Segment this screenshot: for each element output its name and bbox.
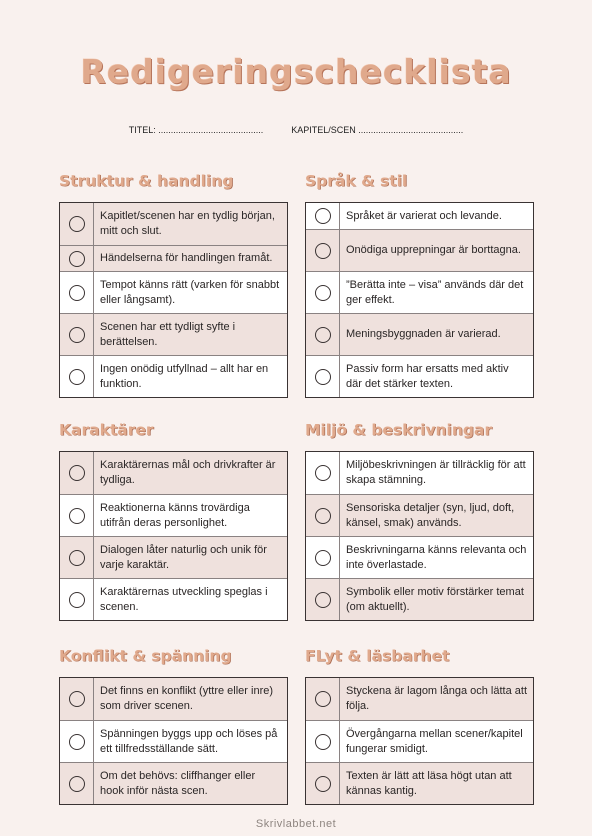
checklist-item-text: Det finns en konflikt (yttre eller inre) som driver scenen. xyxy=(100,685,274,712)
checkbox-circle-icon[interactable] xyxy=(315,691,331,707)
checkbox-circle-icon[interactable] xyxy=(315,734,331,750)
checklist-row[interactable] xyxy=(306,355,533,397)
checkbox-circle-icon[interactable] xyxy=(69,369,85,385)
checklist-row[interactable] xyxy=(60,762,287,804)
checklist-row[interactable] xyxy=(60,720,287,762)
section-heading: Struktur & handling xyxy=(59,172,234,190)
checklist-row[interactable] xyxy=(60,355,287,397)
checklist-item-text: Händelserna för handlingen framåt. xyxy=(100,252,273,264)
checkbox-circle-icon[interactable] xyxy=(69,734,85,750)
checklist-row[interactable] xyxy=(60,313,287,355)
checklist xyxy=(59,202,288,398)
checkbox-circle-icon[interactable] xyxy=(315,508,331,524)
checklist xyxy=(305,202,534,398)
checkbox-circle-icon[interactable] xyxy=(69,327,85,343)
checkbox-circle-icon[interactable] xyxy=(69,508,85,524)
checklist-item-text: Miljöbeskrivningen är tillräcklig för att skapa stämning. xyxy=(346,459,526,486)
checklist-item-text: Om det behövs: cliffhanger eller hook inför nästa scen. xyxy=(100,769,256,797)
checklist-item-text: Styckena är lagom långa och lätta att följa. xyxy=(346,685,527,712)
checkbox-circle-icon[interactable] xyxy=(69,251,85,267)
checklist-item-text: Ingen onödig utfyllnad – allt har en funktion. xyxy=(100,362,269,390)
checklist-item-text: Beskrivningarna känns relevanta och inte överlastade. xyxy=(346,543,527,571)
checklist-row[interactable] xyxy=(60,452,287,494)
section-heading: Konflikt & spänning xyxy=(59,647,232,665)
checklist-item-text: Karaktärernas mål och drivkrafter är tydliga. xyxy=(100,459,276,486)
checklist-item-text: Tempot känns rätt (varken för snabbt eller långsamt). xyxy=(100,278,280,306)
checklist-item-text: Dialogen låter naturlig och unik för varje karaktär. xyxy=(100,543,267,571)
checklist-item-text: ”Berätta inte – visa” används där det ger effekt. xyxy=(346,278,524,306)
checkbox-circle-icon[interactable] xyxy=(315,243,331,259)
checkbox-circle-icon[interactable] xyxy=(315,465,331,481)
section-heading: Karaktärer xyxy=(59,421,154,439)
page-title: Redigeringschecklista xyxy=(80,52,512,91)
checklist-row[interactable] xyxy=(306,203,533,229)
section-flyt xyxy=(305,647,534,805)
checklist-row[interactable] xyxy=(60,678,287,720)
checklist-row[interactable] xyxy=(306,720,533,762)
checklist xyxy=(305,451,534,621)
checkbox-circle-icon[interactable] xyxy=(315,208,331,224)
checklist-row[interactable] xyxy=(60,271,287,313)
checkbox-circle-icon[interactable] xyxy=(69,216,85,232)
section-konflikt xyxy=(59,647,288,805)
chapter-field: KAPITEL/SCEN .......................................... xyxy=(291,125,464,135)
checkbox-circle-icon[interactable] xyxy=(69,550,85,566)
footer-site: Skrivlabbet.net xyxy=(255,818,337,830)
section-sprak xyxy=(305,172,534,398)
checkbox-circle-icon[interactable] xyxy=(69,776,85,792)
checklist-item-text: Språket är varierat och levande. xyxy=(346,209,502,222)
checkbox-circle-icon[interactable] xyxy=(69,285,85,301)
section-karaktarer xyxy=(59,421,288,621)
checklist-item-text: Symbolik eller motiv förstärker temat (om aktuellt). xyxy=(346,585,524,613)
checklist-item-text: Kapitlet/scenen har en tydlig början, mitt och slut. xyxy=(100,210,275,237)
checklist-row[interactable] xyxy=(60,578,287,620)
checklist-row[interactable] xyxy=(306,494,533,536)
checklist-item-text: Onödiga upprepningar är borttagna. xyxy=(346,244,521,256)
section-heading: Miljö & beskrivningar xyxy=(305,421,493,439)
checklist-row[interactable] xyxy=(60,203,287,245)
checkbox-circle-icon[interactable] xyxy=(315,776,331,792)
checklist-row[interactable] xyxy=(306,313,533,355)
checklist-row[interactable] xyxy=(306,271,533,313)
checkbox-circle-icon[interactable] xyxy=(315,592,331,608)
checklist-item-text: Sensoriska detaljer (syn, ljud, doft, känsel, smak) används. xyxy=(346,501,515,529)
title-field: TITEL: .......................................... xyxy=(128,125,264,135)
checklist-row[interactable] xyxy=(306,762,533,804)
checklist-row[interactable] xyxy=(306,452,533,494)
checklist xyxy=(305,677,534,805)
checklist-item-text: Texten är lätt att läsa högt utan att kännas kantig. xyxy=(346,769,512,797)
section-heading: FLyt & läsbarhet xyxy=(305,647,450,665)
header-fields xyxy=(0,125,592,135)
checklist-item-text: Passiv form har ersatts med aktiv där det stärker texten. xyxy=(346,362,509,390)
checklist-item-text: Scenen har ett tydligt syfte i berättelsen. xyxy=(100,320,236,348)
checkbox-circle-icon[interactable] xyxy=(315,369,331,385)
checkbox-circle-icon[interactable] xyxy=(69,691,85,707)
checklist-row[interactable] xyxy=(60,494,287,536)
checkbox-circle-icon[interactable] xyxy=(315,285,331,301)
checklist-item-text: Karaktärernas utveckling speglas i scenen. xyxy=(100,585,268,613)
checklist-item-text: Reaktionerna känns trovärdiga utifrån deras personlighet. xyxy=(100,501,250,529)
checklist-row[interactable] xyxy=(306,229,533,271)
checklist-item-text: Spänningen byggs upp och löses på ett tillfredsställande sätt. xyxy=(100,727,278,755)
checklist-row[interactable] xyxy=(60,245,287,271)
section-heading: Språk & stil xyxy=(305,172,408,190)
checklist-row[interactable] xyxy=(60,536,287,578)
checklist-row[interactable] xyxy=(306,536,533,578)
checklist-item-text: Meningsbyggnaden är varierad. xyxy=(346,328,501,340)
checkbox-circle-icon[interactable] xyxy=(315,550,331,566)
checklist-row[interactable] xyxy=(306,678,533,720)
checklist xyxy=(59,451,288,621)
checklist-item-text: Övergångarna mellan scener/kapitel fungerar smidigt. xyxy=(346,727,523,755)
checkbox-circle-icon[interactable] xyxy=(69,465,85,481)
checkbox-circle-icon[interactable] xyxy=(69,592,85,608)
checklist xyxy=(59,677,288,805)
checklist-row[interactable] xyxy=(306,578,533,620)
section-miljo xyxy=(305,421,534,621)
checkbox-circle-icon[interactable] xyxy=(315,327,331,343)
section-struktur xyxy=(59,172,288,398)
